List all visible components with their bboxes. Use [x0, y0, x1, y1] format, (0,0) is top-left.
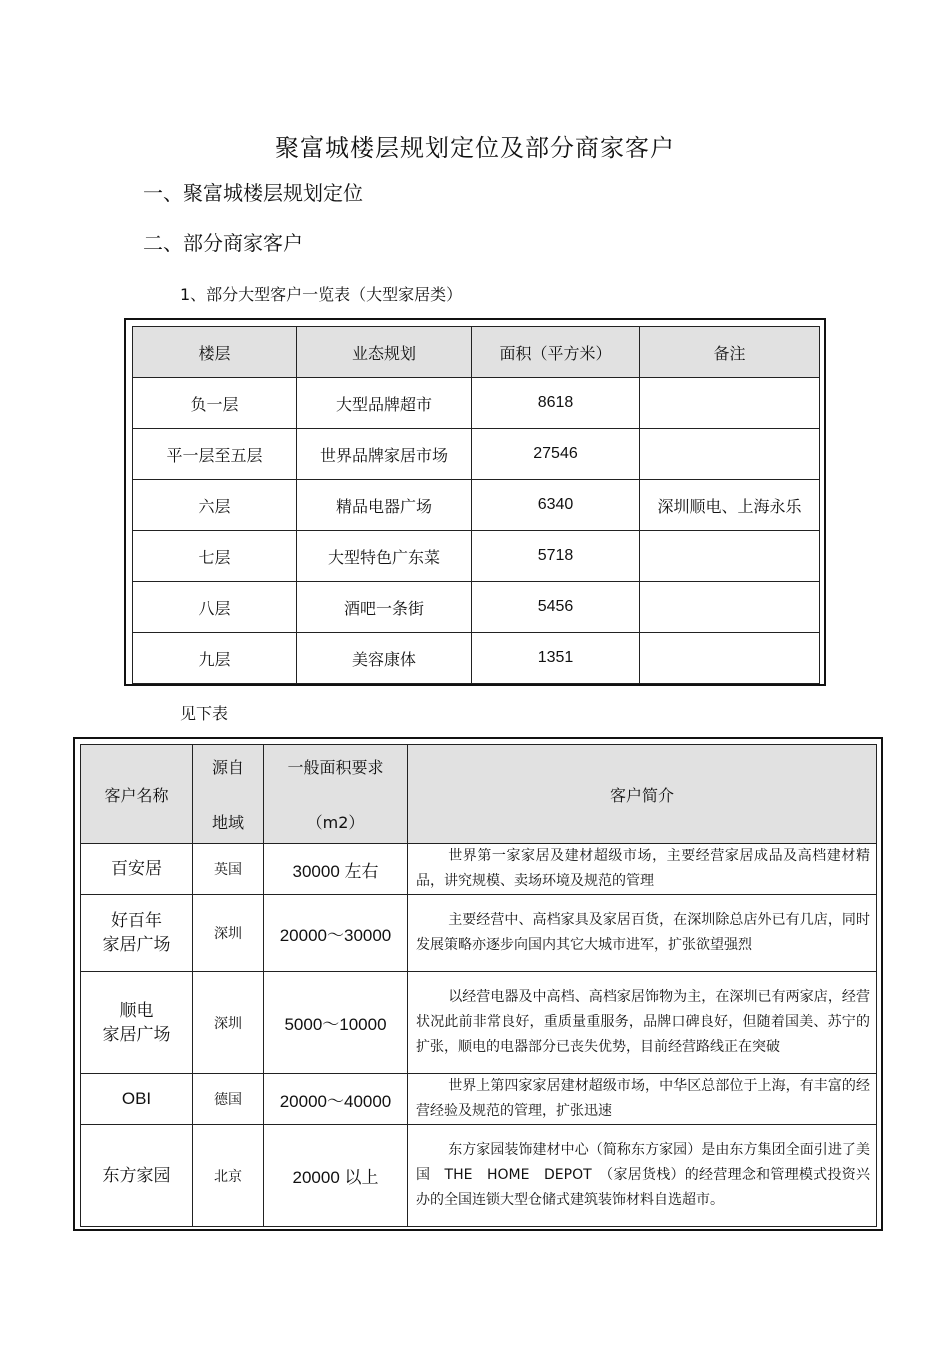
header-area-bottom: （m2）: [306, 813, 365, 832]
cell-note: [640, 429, 820, 480]
client-name-line1: 东方家园: [102, 1165, 171, 1186]
table-row: [81, 1125, 877, 1227]
header-client-name: 客户名称: [81, 745, 193, 844]
header-intro: 客户简介: [408, 745, 877, 844]
cell-use: 大型特色广东菜: [297, 531, 472, 582]
table-row: [133, 480, 820, 531]
cell-use: 酒吧一条街: [297, 582, 472, 633]
cell-area: 20000～40000: [264, 1074, 408, 1125]
cell-use: 精品电器广场: [297, 480, 472, 531]
cell-floor: 九层: [133, 633, 297, 684]
client-name-line2: 家居广场: [102, 1024, 171, 1045]
cell-area: 5456: [472, 582, 640, 633]
table-header-row: [133, 327, 820, 378]
table-row: [133, 378, 820, 429]
client-name-line1: 顺电: [119, 1000, 154, 1021]
cell-intro: 以经营电器及中高档、高档家居饰物为主，在深圳已有两家店，经营状况此前非常良好，重质量重服务，品牌口碑良好，但随着国美、苏宁的扩张，顺电的电器部分已丧失优势，目前经营路线正在突破: [408, 972, 877, 1074]
floor-plan-table-frame: [124, 318, 826, 686]
table-row: [133, 633, 820, 684]
cell-intro: 世界第一家家居及建材超级市场，主要经营家居成品及高档建材精品，讲究规模、卖场环境及规范的管理: [408, 844, 877, 895]
section-heading-merchants: 二、部分商家客户: [143, 231, 303, 255]
cell-note: [640, 633, 820, 684]
header-note: 备注: [640, 327, 820, 378]
cell-floor: 七层: [133, 531, 297, 582]
client-name-line2: 家居广场: [102, 935, 171, 955]
cell-area: 6340: [472, 480, 640, 531]
cell-client-name: [81, 844, 193, 895]
table-row: [81, 844, 877, 895]
table-row: [81, 1074, 877, 1125]
cell-area: 5718: [472, 531, 640, 582]
client-name-line1: 好百年: [111, 911, 162, 931]
cell-origin: 北京: [193, 1125, 264, 1227]
cell-note: [640, 378, 820, 429]
header-floor: 楼层: [133, 327, 297, 378]
cell-use: 美容康体: [297, 633, 472, 684]
cell-origin: 深圳: [193, 895, 264, 972]
cell-intro: 世界上第四家家居建材超级市场，中华区总部位于上海，有丰富的经营经验及规范的管理，扩张迅速: [408, 1074, 877, 1125]
subsection-heading-large-clients: 1、部分大型客户一览表（大型家居类）: [180, 285, 463, 304]
cell-intro: 东方家园装饰建材中心（简称东方家园）是由东方集团全面引进了美国 THE HOME DEPOT （家居货栈）的经营理念和管理模式投资兴办的全国连锁大型仓储式建筑装饰材料自选超市。: [408, 1125, 877, 1227]
header-origin-bottom: 地域: [211, 813, 244, 832]
cell-area: 20000 以上: [264, 1125, 408, 1227]
table-row: [133, 531, 820, 582]
client-name-line1: OBI: [121, 1089, 152, 1108]
cell-client-name: [81, 972, 193, 1074]
cell-note: [640, 531, 820, 582]
cell-client-name: [81, 895, 193, 972]
cell-floor: 负一层: [133, 378, 297, 429]
cell-use: 大型品牌超市: [297, 378, 472, 429]
header-area-top: 一般面积要求: [287, 758, 384, 777]
header-origin-top: 源自: [211, 758, 244, 777]
cell-area: 27546: [472, 429, 640, 480]
cell-floor: 六层: [133, 480, 297, 531]
see-below-note: 见下表: [180, 704, 229, 723]
cell-area: 30000 左右: [264, 844, 408, 895]
cell-floor: 平一层至五层: [133, 429, 297, 480]
cell-area: 1351: [472, 633, 640, 684]
cell-note: 深圳顺电、上海永乐: [640, 480, 820, 531]
header-area: 面积（平方米）: [472, 327, 640, 378]
table-row: [133, 582, 820, 633]
cell-origin: 英国: [193, 844, 264, 895]
cell-floor: 八层: [133, 582, 297, 633]
section-heading-floor-planning: 一、聚富城楼层规划定位: [143, 181, 363, 205]
cell-origin: 深圳: [193, 972, 264, 1074]
cell-client-name: [81, 1125, 193, 1227]
client-name-line1: 百安居: [111, 859, 162, 879]
cell-intro: 主要经营中、高档家具及家居百货，在深圳除总店外已有几店，同时发展策略亦逐步向国内其它大城市进军，扩张欲望强烈: [408, 895, 877, 972]
cell-origin: 德国: [193, 1074, 264, 1125]
table-header-row: [81, 745, 877, 844]
cell-area: 8618: [472, 378, 640, 429]
header-use: 业态规划: [297, 327, 472, 378]
floor-plan-table: [132, 326, 820, 684]
table-row: [133, 429, 820, 480]
cell-use: 世界品牌家居市场: [297, 429, 472, 480]
cell-area: 5000～10000: [264, 972, 408, 1074]
table-row: [81, 895, 877, 972]
page-title: 聚富城楼层规划定位及部分商家客户: [275, 134, 675, 162]
client-table-frame: [73, 737, 883, 1231]
cell-note: [640, 582, 820, 633]
cell-area: 20000～30000: [264, 895, 408, 972]
table-row: [81, 972, 877, 1074]
client-table: [80, 744, 877, 1227]
cell-client-name: [81, 1074, 193, 1125]
header-area-requirement: [264, 745, 408, 844]
header-origin: [193, 745, 264, 844]
